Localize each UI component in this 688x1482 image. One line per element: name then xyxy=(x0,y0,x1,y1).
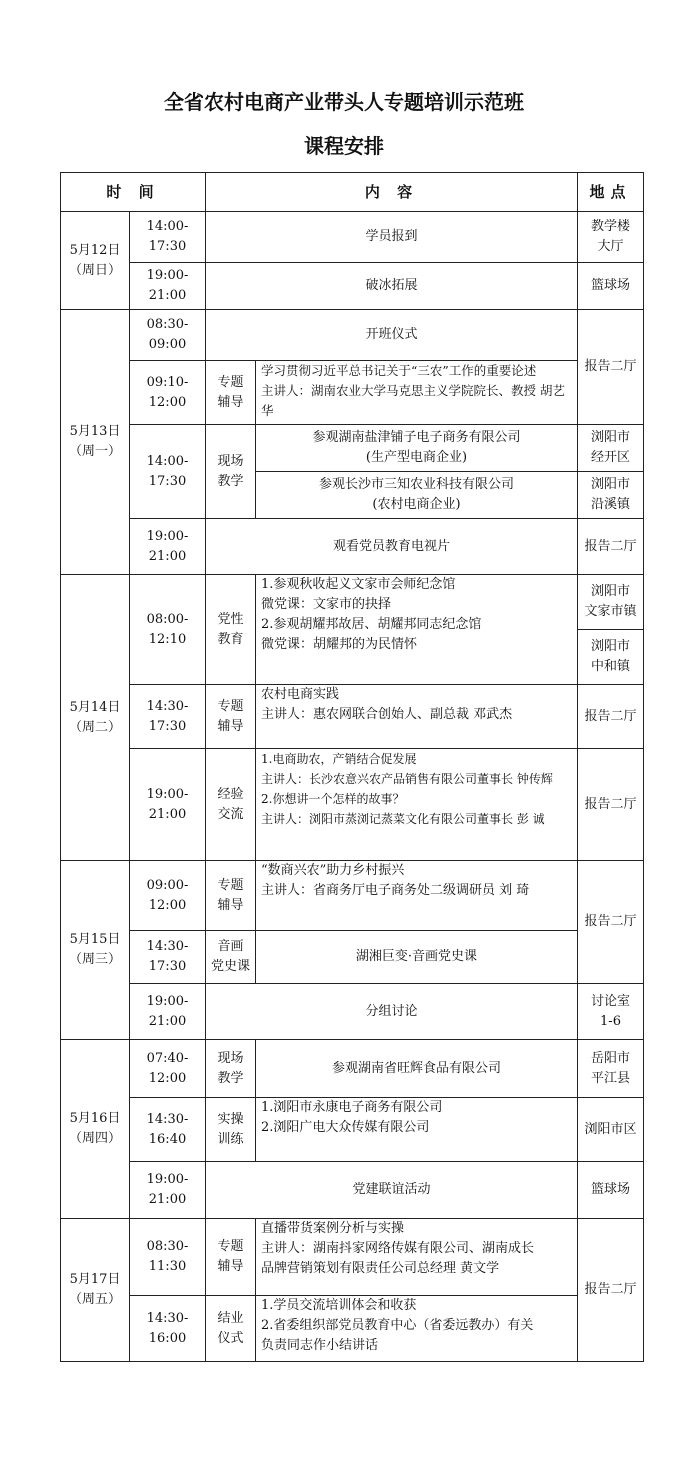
place-line: 岳阳市 xyxy=(590,1050,630,1066)
type-cell xyxy=(206,1098,256,1162)
type-line: 辅导 xyxy=(217,394,244,410)
date-cell xyxy=(61,1219,130,1362)
page-subtitle: 课程安排 xyxy=(304,134,384,158)
time-cell: 14:30-17:30 xyxy=(130,685,206,749)
place-line: 沿溪镇 xyxy=(590,497,630,512)
type-line: 专题 xyxy=(217,374,244,390)
place-line: 浏阳市 xyxy=(590,584,630,599)
place-line: 中和镇 xyxy=(590,659,630,674)
type-line: 专题 xyxy=(217,698,244,714)
place-cell xyxy=(578,472,644,519)
date-cell xyxy=(61,575,130,861)
place-cell: 篮球场 xyxy=(578,1162,644,1219)
weekday-text: （周二） xyxy=(68,719,121,735)
type-line: 经验 xyxy=(217,786,244,802)
place-cell: 篮球场 xyxy=(578,263,644,310)
header-time: 时 间 xyxy=(61,173,206,212)
type-line: 辅导 xyxy=(217,897,244,913)
place-line: 1-6 xyxy=(600,1013,621,1029)
time-cell: 19:00-21:00 xyxy=(130,749,206,861)
type-line: 党史课 xyxy=(210,959,250,974)
place-cell xyxy=(578,425,644,472)
content-cell: 参观湖南省旺辉食品有限公司 xyxy=(256,1040,578,1098)
content-line: 主讲人：浏阳市蒸浏记蒸菜文化有限公司董事长 彭 诚 xyxy=(261,812,545,826)
place-line: 讨论室 xyxy=(590,993,630,1009)
content-line: 2.浏阳广电大众传媒有限公司 xyxy=(261,1120,430,1135)
content-cell: 湖湘巨变·音画党史课 xyxy=(256,931,578,984)
content-line: 2.参观胡耀邦故居、胡耀邦同志纪念馆 xyxy=(261,617,482,632)
time-cell: 14:30-17:30 xyxy=(130,931,206,984)
type-cell xyxy=(206,575,256,685)
content-line: 参观湖南盐津铺子电子商务有限公司 xyxy=(312,430,521,445)
content-line: 品牌营销策划有限责任公司总经理 黄文学 xyxy=(261,1261,500,1276)
type-line: 专题 xyxy=(217,877,244,893)
content-cell xyxy=(256,425,578,472)
content-line: (农村电商企业) xyxy=(372,497,461,512)
place-cell: 报告二厅 xyxy=(578,749,644,861)
type-line: 教学 xyxy=(217,1070,244,1086)
place-cell: 报告二厅 xyxy=(578,310,644,425)
type-line: 教学 xyxy=(217,473,244,489)
content-cell xyxy=(256,472,578,519)
place-line: 经开区 xyxy=(590,450,630,465)
content-line: 2.省委组织部党员教育中心（省委远教办）有关 xyxy=(261,1318,534,1333)
place-cell: 报告二厅 xyxy=(578,519,644,575)
weekday-text: （周一） xyxy=(68,444,121,459)
content-line: 主讲人：省商务厅电子商务处二级调研员 刘 琦 xyxy=(261,883,530,898)
type-line: 音画 xyxy=(217,939,244,954)
content-line: 1.浏阳市永康电子商务有限公司 xyxy=(261,1100,443,1115)
content-line: 1.电商助农，产销结合促发展 xyxy=(261,752,417,766)
date-text: 5月12日 xyxy=(69,242,121,258)
page-title: 全省农村电商产业带头人专题培训示范班 xyxy=(164,90,524,114)
type-line: 辅导 xyxy=(217,1259,244,1274)
content-cell xyxy=(256,685,578,749)
place-cell xyxy=(578,575,644,630)
date-text: 5月16日 xyxy=(69,1111,121,1126)
time-cell: 19:00-21:00 xyxy=(130,519,206,575)
content-cell xyxy=(256,575,578,685)
weekday-text: （周三） xyxy=(68,952,121,967)
content-cell xyxy=(256,1219,578,1296)
content-cell: 分组讨论 xyxy=(206,984,578,1040)
date-text: 5月17日 xyxy=(69,1272,121,1287)
content-line: 主讲人：惠农网联合创始人、副总裁 邓武杰 xyxy=(261,707,513,722)
time-cell: 07:40-12:00 xyxy=(130,1040,206,1098)
type-line: 教育 xyxy=(217,631,244,647)
type-line: 仪式 xyxy=(217,1330,244,1346)
content-line: 参观长沙市三知农业科技有限公司 xyxy=(318,477,514,492)
content-line: 主讲人：湖南农业大学马克思主义学院院长、教授 胡艺华 xyxy=(261,383,565,418)
content-cell: 观看党员教育电视片 xyxy=(206,519,578,575)
place-line: 平江县 xyxy=(590,1070,630,1086)
type-cell xyxy=(206,931,256,984)
place-line: 浏阳市 xyxy=(590,639,630,654)
type-line: 现场 xyxy=(217,1050,244,1066)
date-cell xyxy=(61,310,130,575)
type-line: 训练 xyxy=(217,1131,244,1147)
type-cell xyxy=(206,861,256,931)
type-cell xyxy=(206,685,256,749)
type-line: 交流 xyxy=(217,806,244,822)
content-line: 微党课：文家市的抉择 xyxy=(261,597,392,612)
content-line: 直播带货案例分析与实操 xyxy=(261,1221,405,1236)
type-line: 党性 xyxy=(217,611,244,627)
type-line: 现场 xyxy=(217,453,244,469)
time-cell: 19:00-21:00 xyxy=(130,263,206,310)
content-line: 农村电商实践 xyxy=(261,687,340,702)
date-cell xyxy=(61,1040,130,1219)
content-line: (生产型电商企业) xyxy=(365,450,468,465)
date-cell xyxy=(61,861,130,1040)
place-line: 浏阳市 xyxy=(590,430,630,445)
content-cell xyxy=(256,1098,578,1162)
place-cell xyxy=(578,630,644,685)
content-cell xyxy=(256,1296,578,1362)
place-cell: 报告二厅 xyxy=(578,1219,644,1362)
content-cell xyxy=(256,361,578,425)
place-line: 大厅 xyxy=(597,239,624,254)
content-line: 学习贯彻习近平总书记关于“三农”工作的重要论述 xyxy=(261,363,537,378)
content-line: 1.参观秋收起义文家市会师纪念馆 xyxy=(261,577,456,592)
date-text: 5月13日 xyxy=(69,424,121,439)
content-cell: 党建联谊活动 xyxy=(206,1162,578,1219)
type-cell xyxy=(206,1296,256,1362)
time-cell: 08:30-11:30 xyxy=(130,1219,206,1296)
place-cell: 报告二厅 xyxy=(578,685,644,749)
weekday-text: （周五） xyxy=(68,1292,121,1307)
content-cell xyxy=(256,861,578,931)
type-line: 专题 xyxy=(217,1239,244,1254)
place-cell: 报告二厅 xyxy=(578,861,644,984)
place-cell xyxy=(578,212,644,263)
type-cell xyxy=(206,425,256,519)
time-cell: 09:10-12:00 xyxy=(130,361,206,425)
time-cell: 14:30-16:40 xyxy=(130,1098,206,1162)
type-cell xyxy=(206,1040,256,1098)
type-cell xyxy=(206,1219,256,1296)
content-line: 微党课：胡耀邦的为民情怀 xyxy=(261,637,418,652)
type-line: 实操 xyxy=(217,1111,244,1127)
date-cell xyxy=(61,212,130,310)
content-line: 主讲人：湖南抖家网络传媒有限公司、湖南成长 xyxy=(261,1241,535,1256)
type-line: 辅导 xyxy=(217,718,244,734)
content-cell: 破冰拓展 xyxy=(206,263,578,310)
weekday-text: （周四） xyxy=(68,1131,121,1146)
content-line: 1.学员交流培训体会和收获 xyxy=(261,1298,417,1313)
time-cell: 08:30-09:00 xyxy=(130,310,206,361)
content-line: 负责同志作小结讲话 xyxy=(261,1338,379,1353)
type-cell xyxy=(206,361,256,425)
content-line: 主讲人：长沙农意兴农产品销售有限公司董事长 钟传辉 xyxy=(261,772,553,786)
weekday-text: （周日） xyxy=(68,262,121,278)
content-line: 2.你想讲一个怎样的故事？ xyxy=(261,792,405,806)
header-content: 内 容 xyxy=(206,173,578,212)
place-line: 文家市镇 xyxy=(584,604,637,619)
header-place: 地点 xyxy=(578,173,644,212)
place-cell xyxy=(578,984,644,1040)
date-text: 5月15日 xyxy=(69,932,121,947)
time-cell: 14:30-16:00 xyxy=(130,1296,206,1362)
time-cell: 19:00-21:00 xyxy=(130,984,206,1040)
content-cell: 开班仪式 xyxy=(206,310,578,361)
place-cell: 浏阳市区 xyxy=(578,1098,644,1162)
time-cell: 08:00-12:10 xyxy=(130,575,206,685)
place-line: 教学楼 xyxy=(590,219,630,234)
time-cell: 14:00-17:30 xyxy=(130,425,206,519)
date-text: 5月14日 xyxy=(69,699,121,715)
content-cell: 学员报到 xyxy=(206,212,578,263)
place-cell xyxy=(578,1040,644,1098)
content-cell xyxy=(256,749,578,861)
time-cell: 09:00-12:00 xyxy=(130,861,206,931)
content-line: “数商兴农”助力乡村振兴 xyxy=(261,863,405,878)
time-cell: 19:00-21:00 xyxy=(130,1162,206,1219)
place-line: 浏阳市 xyxy=(590,477,630,492)
type-cell xyxy=(206,749,256,861)
time-cell: 14:00-17:30 xyxy=(130,212,206,263)
type-line: 结业 xyxy=(217,1310,244,1326)
